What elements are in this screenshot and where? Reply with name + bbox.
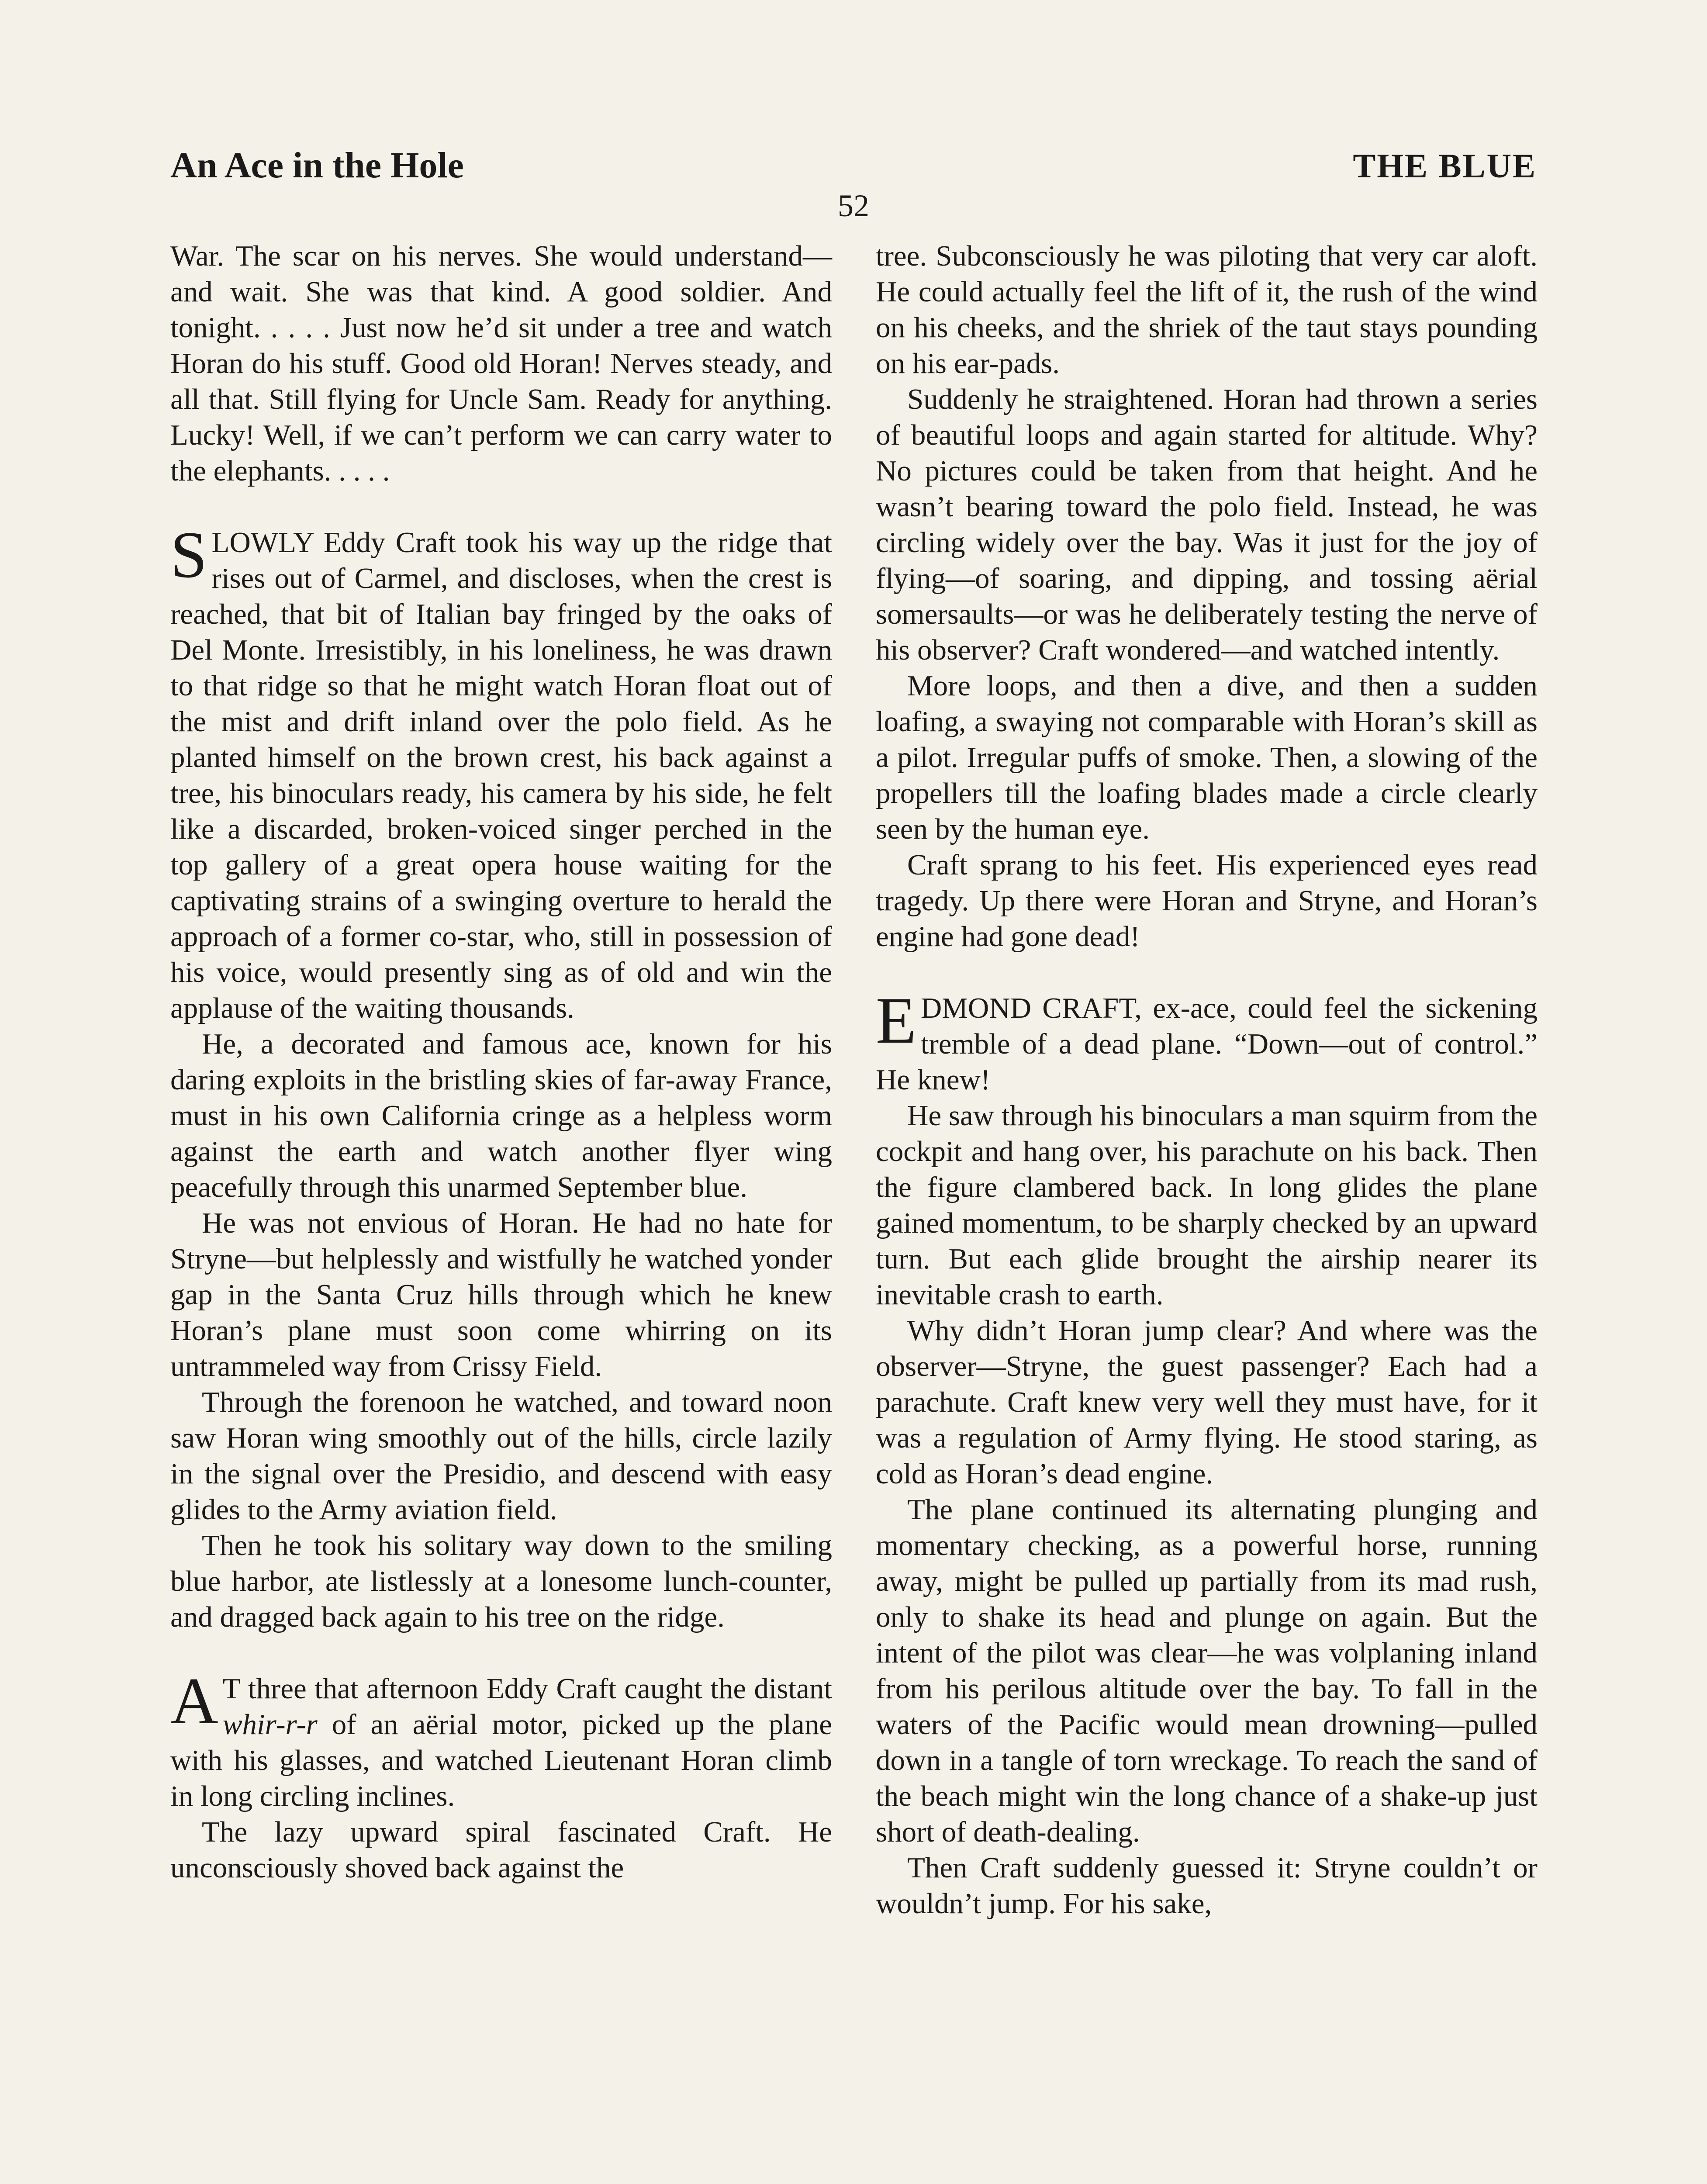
paragraph: Craft sprang to his feet. His experienced eyes read tragedy. Up there were Horan and Stryne, and Horan’s engine had gone dead!	[876, 849, 1538, 953]
right-column	[876, 238, 1538, 2184]
page-number: 52	[838, 188, 869, 223]
paragraph: Then he took his solitary way down to the smiling blue harbor, ate listlessly at a lonesome lunch-counter, and dragged back again to his tree on the ridge.	[170, 1529, 832, 1633]
paragraph: Through the forenoon he watched, and toward noon saw Horan wing smoothly out of the hills, circle lazily in the signal over the Presidio, and descend with easy glides to the Army aviation field.	[170, 1386, 832, 1526]
paragraph: Why didn’t Horan jump clear? And where was the observer—Stryne, the guest passenger? Each had a parachute. Craft knew very well they must have, for it was a regulation of Army flying. He stood staring, as cold as Horan’s dead engine.	[876, 1314, 1538, 1490]
magazine-name: THE BLUE	[1353, 147, 1537, 185]
paragraph: He was not envious of Horan. He had no hate for Stryne—but helplessly and wistfully he watched yonder gap in the Santa Cruz hills through which he knew Horan’s plane must soon come whirring on its untrammeled way from Crissy Field.	[170, 1207, 832, 1382]
section-paragraph: EDMOND CRAFT, ex-ace, could feel the sickening tremble of a dead plane. “Down—out of control.” He knew!	[876, 984, 1538, 1096]
story-title: An Ace in the Hole	[170, 145, 464, 186]
paragraph: Then Craft suddenly guessed it: Stryne couldn’t or wouldn’t jump. For his sake,	[876, 1852, 1538, 1920]
left-column	[170, 238, 832, 2184]
paragraph: The plane continued its alternating plunging and momentary checking, as a powerful horse, running away, might be pulled up partially from its mad rush, only to shake its head and plunge on again. But the intent of the pilot was clear—he was volplaning inland from his perilous altitude over the bay. To fall in the waters of the Pacific would mean drowning—pulled down in a tangle of torn wreckage. To reach the sand of the beach might win the long chance of a shake-up just short of death-dealing.	[876, 1493, 1538, 1848]
running-header	[170, 144, 1537, 187]
paragraph: More loops, and then a dive, and then a sudden loafing, a swaying not comparable with Horan’s skill as a pilot. Irregular puffs of smoke. Then, a slowing of the propellers till the loafing blades made a circle clearly seen by the human eye.	[876, 670, 1538, 845]
section-paragraph: SLOWLY Eddy Craft took his way up the ridge that rises out of Carmel, and discloses, when the crest is reached, that bit of Italian bay fringed by the oaks of Del Monte. Irresistibly, in his loneliness, he was drawn to that ridge so that he might watch Horan float out of the mist and drift inland over the polo field. As he planted himself on the brown crest, his back against a tree, his binoculars ready, his camera by his side, he felt like a discarded, broken-voiced singer perched in the top gallery of a great opera house waiting for the captivating strains of a swinging overture to herald the approach of a former co-star, who, still in possession of his voice, would presently sing as of old and win the applause of the waiting thousands.	[170, 518, 832, 1024]
paragraph: War. The scar on his nerves. She would understand—and wait. She was that kind. A good soldier. And tonight. . . . . Just now he’d sit under a tree and watch Horan do his stuff. Good old Horan! Nerves steady, and all that. Still flying for Uncle Sam. Ready for anything. Lucky! Well, if we can’t perform we can carry water to the elephants. . . . .	[170, 240, 832, 487]
paragraph: Suddenly he straightened. Horan had thrown a series of beautiful loops and again started for altitude. Why? No pictures could be taken from that height. And he wasn’t bearing toward the polo field. Instead, he was circling widely over the bay. Was it just for the joy of flying—of soaring, and dipping, and tossing aërial somersaults—or was he deliberately testing the nerve of his observer? Craft wondered—and watched intently.	[876, 383, 1538, 666]
emphasis: whir-r-r	[222, 1708, 318, 1741]
drop-cap: S	[170, 518, 207, 591]
paragraph: He saw through his binoculars a man squirm from the cockpit and hang over, his parachute on his back. Then the figure clambered back. In long glides the plane gained momentum, to be sharply checked by an upward turn. But each glide brought the airship nearer its inevitable crash to earth.	[876, 1099, 1538, 1311]
section-paragraph: A T three that afternoon Eddy Craft caught the distant whir-r-r of an aërial motor, picked up the plane with his glasses, and watched Lieutenant Horan climb in long circling inclines.	[170, 1664, 832, 1812]
paragraph: He, a decorated and famous ace, known for his daring exploits in the bristling skies of far-away France, must in his own California cringe as a helpless worm against the earth and watch another flyer wing peacefully through this unarmed September blue.	[170, 1028, 832, 1203]
drop-cap: E	[876, 984, 916, 1057]
text-columns	[170, 238, 1538, 2184]
drop-cap: A	[170, 1664, 218, 1738]
paragraph: tree. Subconsciously he was piloting that very car aloft. He could actually feel the lift of it, the rush of the wind on his cheeks, and the shriek of the taut stays pounding on his ear-pads.	[876, 240, 1538, 380]
paragraph: The lazy upward spiral fascinated Craft. He unconsciously shoved back against the	[170, 1816, 832, 1884]
